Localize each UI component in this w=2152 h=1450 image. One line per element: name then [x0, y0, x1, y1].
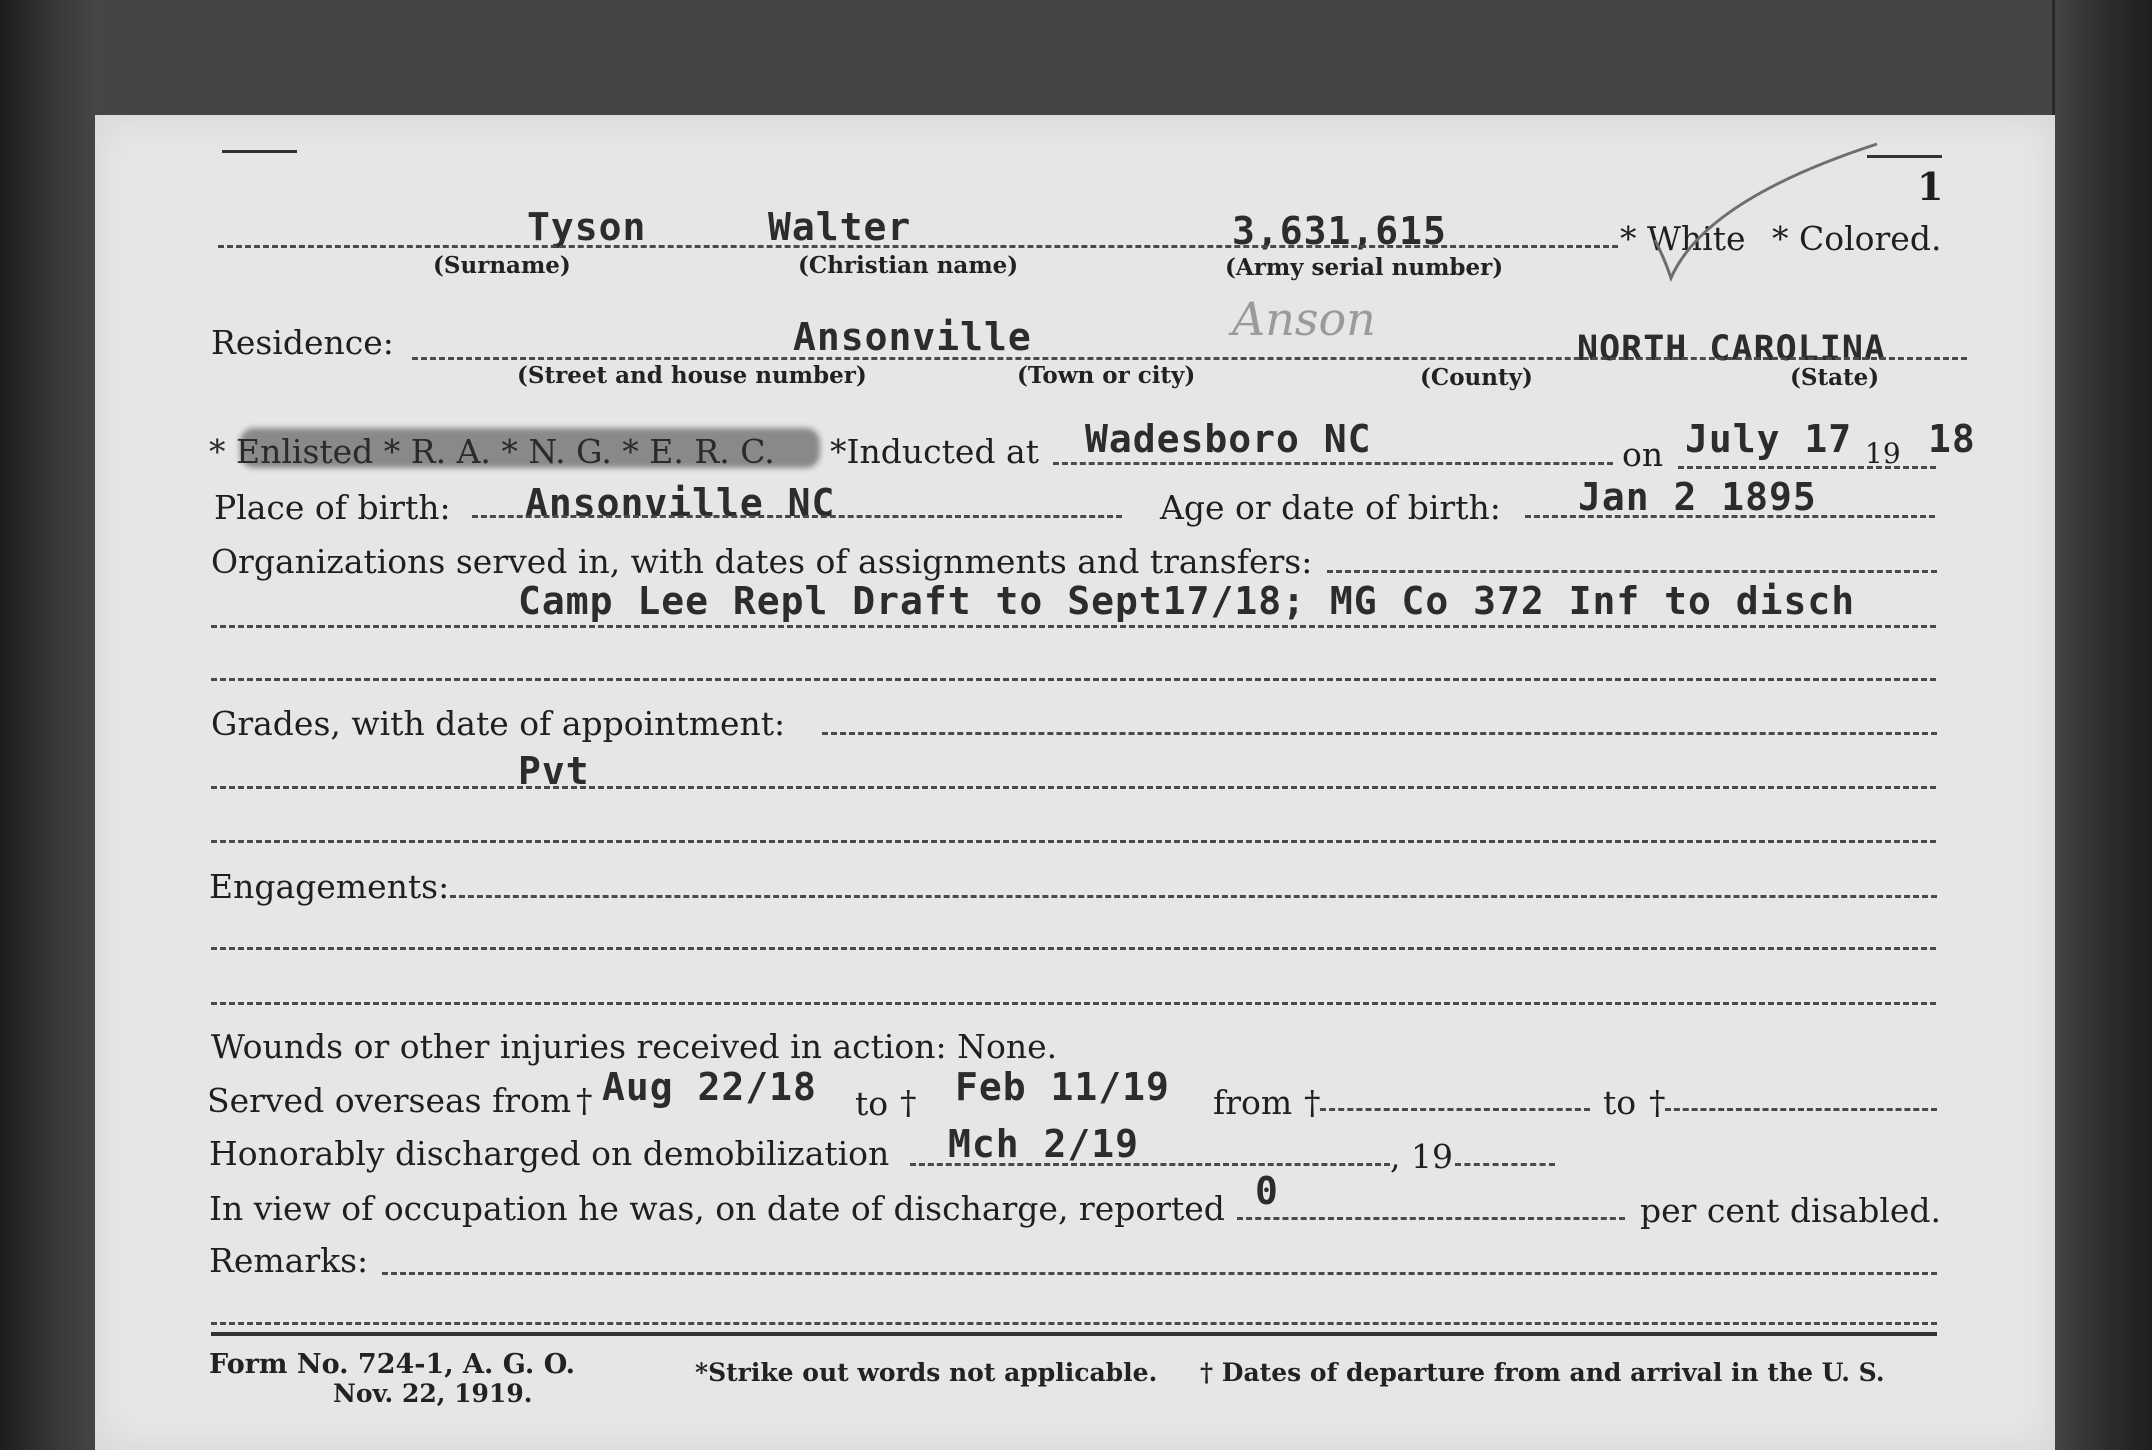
disability-value: 0 [1255, 1169, 1279, 1213]
overseas-label: Served overseas from [207, 1081, 572, 1120]
scan-border-top [100, 0, 2052, 118]
form-number: Form No. 724-1, A. G. O. [209, 1349, 576, 1380]
birthdate-line [1525, 515, 1935, 518]
overseas-dagger-1: † [576, 1081, 593, 1120]
induction-year-prefix: 19 [1865, 437, 1901, 470]
race-colored: * Colored. [1772, 219, 1942, 258]
grades-line-2 [211, 786, 1936, 789]
grades-value: Pvt [518, 749, 590, 793]
residence-label: Residence: [211, 323, 394, 362]
form-date: Nov. 22, 1919. [333, 1379, 533, 1408]
induction-year-value: 18 [1928, 417, 1976, 461]
remarks-line-1 [382, 1272, 1937, 1275]
enlisted-label: * Enlisted * R. A. * N. G. * E. R. C. [209, 432, 775, 471]
residence-town-value: Ansonville [793, 315, 1032, 359]
scan-border-right [2055, 0, 2152, 1450]
engagements-label: Engagements: [209, 867, 450, 906]
organizations-value: Camp Lee Repl Draft to Sept17/18; MG Co 372 Inf to disch [518, 579, 1856, 623]
discharge-year-line [1455, 1163, 1555, 1166]
state-value: NORTH CAROLINA [1577, 329, 1887, 369]
engagements-line-2 [211, 947, 1936, 950]
overseas-dagger-2: † [900, 1083, 917, 1122]
induction-date-line [1678, 466, 1936, 469]
overseas-from-line-2 [1320, 1108, 1590, 1111]
birthdate-label: Age or date of birth: [1160, 488, 1501, 527]
name-line [218, 245, 1618, 248]
serial-number-value: 3,631,615 [1232, 209, 1447, 253]
on-label: on [1622, 435, 1664, 474]
top-left-rule [222, 150, 297, 153]
overseas-to-value: Feb 11/19 [955, 1065, 1170, 1109]
engagements-line-3 [211, 1002, 1936, 1005]
check-mark-icon [1645, 140, 1885, 290]
grades-line-1 [822, 732, 1937, 735]
birthplace-value: Ansonville NC [525, 481, 836, 525]
footnote-strike-out: *Strike out words not applicable. [695, 1358, 1158, 1387]
inducted-place-line [1053, 462, 1613, 465]
surname-value: Tyson [527, 205, 647, 249]
discharge-label: Honorably discharged on demobilization [209, 1134, 890, 1173]
discharge-year-suffix: , 19 [1390, 1137, 1453, 1176]
surname-caption: (Surname) [433, 252, 571, 279]
discharge-date-value: Mch 2/19 [948, 1122, 1140, 1166]
footer-rule [211, 1332, 1937, 1336]
birthplace-label: Place of birth: [214, 488, 451, 527]
christian-name-value: Walter [768, 205, 912, 249]
overseas-from-value: Aug 22/18 [602, 1065, 817, 1109]
overseas-to-label-2: to [1603, 1083, 1637, 1122]
inducted-place-value: Wadesboro NC [1085, 417, 1372, 461]
state-caption: (State) [1790, 364, 1880, 391]
organizations-line-1 [1327, 570, 1937, 573]
serial-number-caption: (Army serial number) [1225, 254, 1504, 281]
organizations-line-2 [211, 625, 1936, 628]
service-record-card [95, 115, 2055, 1450]
town-caption: (Town or city) [1017, 362, 1196, 389]
card-number: 1 [1917, 164, 1944, 209]
remarks-label: Remarks: [209, 1241, 369, 1280]
induction-date-value: July 17 [1685, 417, 1853, 461]
birthplace-line [472, 515, 1122, 518]
disability-suffix: per cent disabled. [1640, 1191, 1942, 1230]
inducted-label: *Inducted at [830, 432, 1039, 471]
county-caption: (County) [1420, 364, 1533, 391]
grades-label: Grades, with date of appointment: [211, 704, 786, 743]
street-caption: (Street and house number) [517, 362, 867, 389]
discharge-date-line [910, 1163, 1390, 1166]
disability-line [1237, 1217, 1625, 1220]
overseas-dagger-3: † [1304, 1083, 1321, 1122]
grades-line-3 [211, 840, 1936, 843]
disability-label: In view of occupation he was, on date of discharge, reported [209, 1189, 1225, 1228]
overseas-to-line-2 [1665, 1108, 1937, 1111]
wounds-label: Wounds or other injuries received in action: None. [211, 1027, 1058, 1066]
scan-border-left [0, 0, 100, 1450]
christian-name-caption: (Christian name) [798, 252, 1019, 279]
overseas-to-label: to [855, 1084, 889, 1123]
engagements-line-1 [450, 895, 1937, 898]
footnote-dates: † Dates of departure from and arrival in the U. S. [1200, 1358, 1885, 1387]
remarks-line-2 [211, 1322, 1937, 1325]
residence-line [412, 357, 1967, 360]
race-white: * White [1620, 219, 1746, 258]
overseas-from-label-2: from [1213, 1083, 1293, 1122]
organizations-line-3 [211, 678, 1936, 681]
organizations-label: Organizations served in, with dates of assignments and transfers: [211, 542, 1313, 581]
birthdate-value: Jan 2 1895 [1578, 475, 1817, 519]
overseas-dagger-4: † [1649, 1083, 1666, 1122]
county-handwritten: Anson [1232, 292, 1376, 346]
